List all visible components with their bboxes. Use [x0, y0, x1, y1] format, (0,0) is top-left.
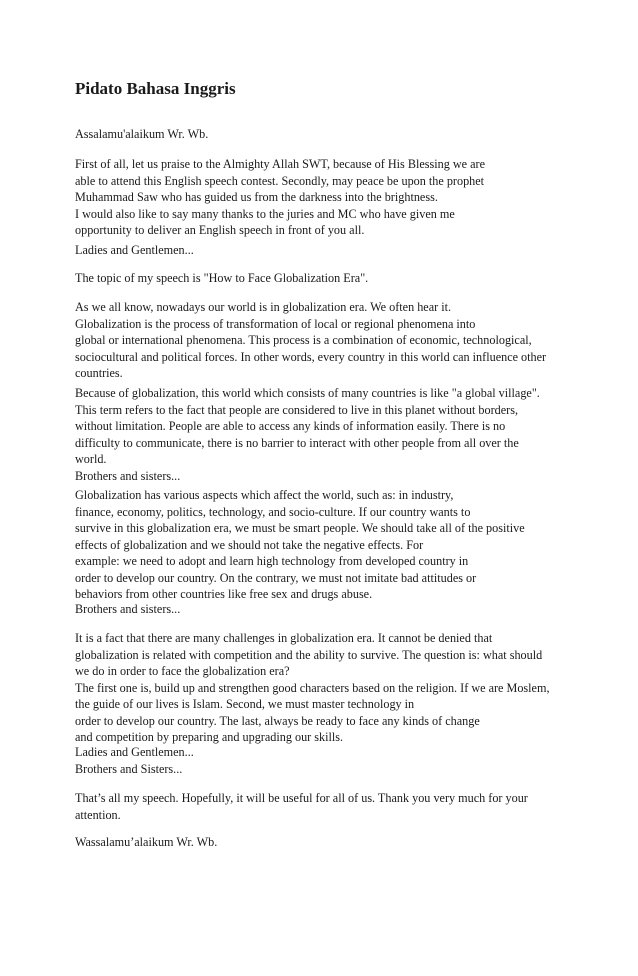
- paragraph-line: opportunity to deliver an English speech in front of you all.: [75, 223, 365, 237]
- paragraph-line: Muhammad Saw who has guided us from the darkness into the brightness.: [75, 190, 438, 204]
- paragraph-line: It is a fact that there are many challenges in globalization era. It cannot be denied that: [75, 631, 493, 645]
- paragraph-aspects: [75, 487, 525, 603]
- paragraph-intro: [75, 156, 485, 239]
- paragraph-line: This term refers to the fact that people are considered to live in this planet without borders,: [75, 402, 519, 417]
- paragraph-line: That’s all my speech. Hopefully, it will be useful for all of us. Thank you very much for your: [75, 791, 528, 805]
- address-closing: [75, 744, 194, 777]
- paragraph-line: world.: [75, 452, 107, 466]
- paragraph-line: the guide of our lives is Islam. Second, we must master technology in: [75, 697, 415, 711]
- greeting-line: Assalamu'alaikum Wr. Wb.: [75, 127, 209, 141]
- paragraph-line: effects of globalization and we should not take the negative effects. For: [75, 537, 424, 552]
- paragraph-line: As we all know, nowadays our world is in globalization era. We often hear it.: [75, 300, 452, 314]
- paragraph-line: global or international phenomena. This process is a combination of economic, technological,: [75, 333, 532, 347]
- paragraph-line: countries.: [75, 366, 123, 380]
- paragraph-line: order to develop our country. The last, always be ready to face any kinds of change: [75, 713, 480, 728]
- paragraph-line: The first one is, build up and strengthen good characters based on the religion. If we are Moslem,: [75, 680, 550, 695]
- paragraph-line: example: we need to adopt and learn high technology from developed country in: [75, 554, 469, 568]
- document-title: Pidato Bahasa Inggris: [75, 79, 236, 98]
- farewell-line: Wassalamu’alaikum Wr. Wb.: [75, 835, 218, 849]
- paragraph-line: globalization is related with competition and the ability to survive. The question is: what should: [75, 647, 543, 662]
- paragraph-line: attention.: [75, 807, 121, 822]
- paragraph-line: behaviors from other countries like free sex and drugs abuse.: [75, 587, 373, 601]
- paragraph-line: I would also like to say many thanks to the juries and MC who have given me: [75, 206, 455, 221]
- paragraph-line: First of all, let us praise to the Almighty Allah SWT, because of His Blessing we are: [75, 157, 486, 171]
- paragraph-line: survive in this globalization era, we must be smart people. We should take all of the positive: [75, 521, 525, 535]
- paragraph-line: Because of globalization, this world which consists of many countries is like "a global village".: [75, 386, 540, 400]
- paragraph-global-village: [75, 385, 540, 484]
- address-brothers-sisters: Brothers and sisters...: [75, 602, 181, 616]
- paragraph-line: Brothers and sisters...: [75, 468, 181, 483]
- address-line: Brothers and Sisters...: [75, 761, 183, 776]
- paragraph-challenges: [75, 630, 550, 746]
- paragraph-line: without limitation. People are able to access any kinds of information easily. There is no: [75, 419, 506, 433]
- paragraph-line: Globalization has various aspects which affect the world, such as: in industry,: [75, 488, 454, 502]
- speech-topic: The topic of my speech is "How to Face Globalization Era".: [75, 271, 369, 285]
- paragraph-line: able to attend this English speech contest. Secondly, may peace be upon the prophet: [75, 173, 485, 188]
- paragraph-line: sociocultural and political forces. In other words, every country in this world can influence other: [75, 349, 547, 364]
- paragraph-line: and competition by preparing and upgrading our skills.: [75, 730, 344, 744]
- address-line: Ladies and Gentlemen...: [75, 745, 194, 759]
- paragraph-globalization: [75, 299, 546, 382]
- paragraph-line: difficulty to communicate, there is no barrier to interact with other people from all over the: [75, 435, 519, 450]
- paragraph-line: order to develop our country. On the contrary, we must not imitate bad attitudes or: [75, 570, 477, 585]
- address-ladies-gentlemen: Ladies and Gentlemen...: [75, 243, 194, 257]
- paragraph-line: Globalization is the process of transformation of local or regional phenomena into: [75, 316, 476, 331]
- paragraph-closing: [75, 790, 528, 823]
- paragraph-line: finance, economy, politics, technology, and socio-culture. If our country wants to: [75, 504, 471, 519]
- paragraph-line: we do in order to face the globalization era?: [75, 664, 290, 678]
